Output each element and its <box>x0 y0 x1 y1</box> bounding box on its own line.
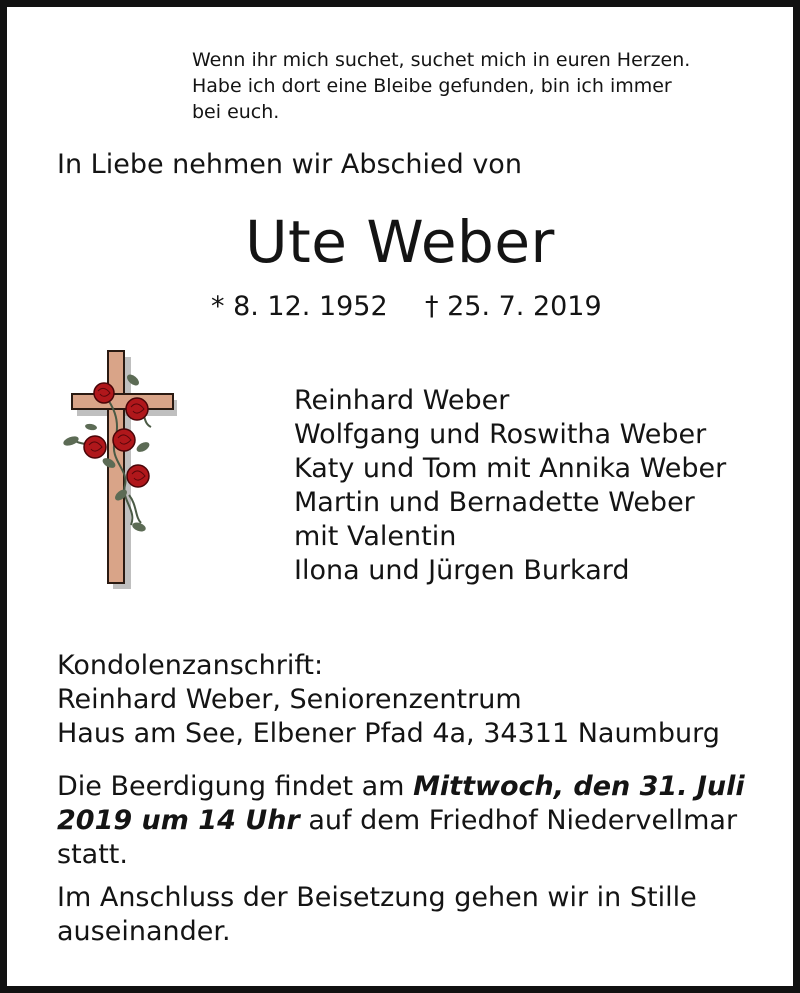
deceased-name: Ute Weber <box>245 208 555 276</box>
birth-date: * 8. 12. 1952 <box>211 291 388 322</box>
memorial-poem <box>192 47 690 125</box>
condolence-line-1: Reinhard Weber, Seniorenzentrum <box>57 684 522 715</box>
poem-line-2: Habe ich dort eine Bleibe gefunden, bin ich immer <box>192 75 672 97</box>
condolence-line-2: Haus am See, Elbener Pfad 4a, 34311 Naumburg <box>57 718 720 749</box>
family-member: mit Valentin <box>294 521 457 552</box>
poem-line-3: bei euch. <box>192 101 280 123</box>
funeral-date: Mittwoch, den 31. Juli <box>413 771 745 802</box>
funeral-notice <box>57 770 745 872</box>
family-member: Wolfgang und Roswitha Weber <box>294 419 707 450</box>
cross-body <box>72 351 173 583</box>
funeral-line-1 <box>57 770 745 804</box>
funeral-text: Die Beerdigung findet am <box>57 771 414 802</box>
closing-line-1: Im Anschluss der Beisetzung gehen wir in Stille <box>57 882 697 913</box>
family-member: Ilona und Jürgen Burkard <box>294 555 630 586</box>
funeral-location: auf dem Friedhof Niedervellmar <box>299 805 738 836</box>
death-date: † 25. 7. 2019 <box>425 291 602 322</box>
funeral-line-2 <box>57 804 745 838</box>
closing-note <box>57 881 697 949</box>
funeral-time: 2019 um 14 Uhr <box>57 805 300 836</box>
family-list <box>294 384 726 588</box>
family-member: Martin und Bernadette Weber <box>294 487 695 518</box>
closing-line-2: auseinander. <box>57 916 231 947</box>
poem-line-1: Wenn ihr mich suchet, suchet mich in euren Herzen. <box>192 49 691 71</box>
cross-with-roses-icon <box>51 345 181 590</box>
funeral-line-3: statt. <box>57 839 128 870</box>
family-member: Katy und Tom mit Annika Weber <box>294 453 727 484</box>
family-member: Reinhard Weber <box>294 385 510 416</box>
condolence-address <box>57 649 720 751</box>
intro-text: In Liebe nehmen wir Abschied von <box>57 149 522 180</box>
condolence-heading: Kondolenzanschrift: <box>57 650 324 681</box>
